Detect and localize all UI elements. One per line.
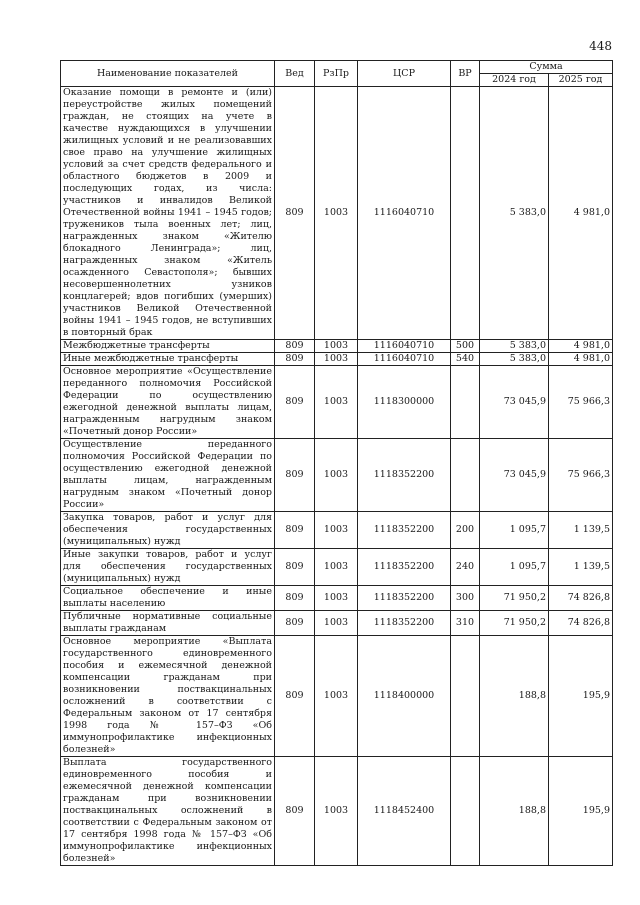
cell-rzpr: 1003 — [315, 366, 358, 439]
cell-2025: 75 966,3 — [549, 439, 613, 512]
cell-2025: 4 981,0 — [549, 87, 613, 340]
cell-csr: 1116040710 — [358, 353, 451, 366]
table-row — [61, 439, 613, 512]
cell-ved: 809 — [275, 340, 315, 353]
cell-rzpr: 1003 — [315, 611, 358, 636]
cell-rzpr: 1003 — [315, 512, 358, 549]
cell-name: Осуществление переданного полномочия Российской Федерации по осуществлению ежегодной денежной выплаты лицам, награжденным нагрудным знаком «Почетный донор России» — [61, 439, 275, 512]
cell-vr: 240 — [451, 549, 480, 586]
cell-vr — [451, 87, 480, 340]
cell-2024: 73 045,9 — [480, 366, 549, 439]
cell-rzpr: 1003 — [315, 757, 358, 866]
cell-ved: 809 — [275, 512, 315, 549]
cell-2024: 5 383,0 — [480, 340, 549, 353]
cell-2024: 188,8 — [480, 757, 549, 866]
table-row — [61, 757, 613, 866]
table-row — [61, 512, 613, 549]
cell-2024: 71 950,2 — [480, 586, 549, 611]
cell-2024: 5 383,0 — [480, 353, 549, 366]
cell-2025: 195,9 — [549, 757, 613, 866]
cell-vr: 200 — [451, 512, 480, 549]
cell-2024: 1 095,7 — [480, 549, 549, 586]
cell-csr: 1118300000 — [358, 366, 451, 439]
header-ved: Вед — [275, 61, 315, 87]
header-rzpr: РзПр — [315, 61, 358, 87]
cell-rzpr: 1003 — [315, 87, 358, 340]
cell-name: Иные закупки товаров, работ и услуг для обеспечения государственных (муниципальных) нужд — [61, 549, 275, 586]
cell-2025: 1 139,5 — [549, 549, 613, 586]
cell-rzpr: 1003 — [315, 549, 358, 586]
cell-vr — [451, 757, 480, 866]
cell-rzpr: 1003 — [315, 636, 358, 757]
cell-ved: 809 — [275, 549, 315, 586]
cell-csr: 1116040710 — [358, 87, 451, 340]
cell-csr: 1118352200 — [358, 512, 451, 549]
cell-csr: 1118352200 — [358, 611, 451, 636]
cell-vr — [451, 636, 480, 757]
cell-vr: 300 — [451, 586, 480, 611]
table-row — [61, 549, 613, 586]
budget-table — [60, 60, 613, 866]
table-row — [61, 366, 613, 439]
cell-2024: 188,8 — [480, 636, 549, 757]
cell-csr: 1118352200 — [358, 439, 451, 512]
cell-2024: 1 095,7 — [480, 512, 549, 549]
header-2025: 2025 год — [549, 74, 613, 87]
table-header — [61, 61, 613, 87]
header-2024: 2024 год — [480, 74, 549, 87]
cell-2024: 5 383,0 — [480, 87, 549, 340]
cell-2025: 75 966,3 — [549, 366, 613, 439]
cell-vr — [451, 366, 480, 439]
cell-name: Публичные нормативные социальные выплаты гражданам — [61, 611, 275, 636]
cell-ved: 809 — [275, 757, 315, 866]
cell-name: Иные межбюджетные трансферты — [61, 353, 275, 366]
header-vr: ВР — [451, 61, 480, 87]
cell-ved: 809 — [275, 439, 315, 512]
page-number: 448 — [589, 39, 612, 53]
cell-rzpr: 1003 — [315, 439, 358, 512]
cell-ved: 809 — [275, 586, 315, 611]
cell-ved: 809 — [275, 87, 315, 340]
cell-rzpr: 1003 — [315, 353, 358, 366]
cell-2024: 71 950,2 — [480, 611, 549, 636]
cell-rzpr: 1003 — [315, 340, 358, 353]
cell-csr: 1118400000 — [358, 636, 451, 757]
header-sum: Сумма — [480, 61, 613, 74]
cell-2025: 74 826,8 — [549, 611, 613, 636]
table-row — [61, 611, 613, 636]
cell-rzpr: 1003 — [315, 586, 358, 611]
table-row — [61, 87, 613, 340]
cell-name: Межбюджетные трансферты — [61, 340, 275, 353]
table-body — [61, 87, 613, 866]
cell-csr: 1118352200 — [358, 586, 451, 611]
cell-ved: 809 — [275, 636, 315, 757]
cell-ved: 809 — [275, 366, 315, 439]
table-row — [61, 636, 613, 757]
table-row — [61, 340, 613, 353]
cell-csr: 1118452400 — [358, 757, 451, 866]
table-row — [61, 586, 613, 611]
cell-2025: 74 826,8 — [549, 586, 613, 611]
cell-ved: 809 — [275, 353, 315, 366]
cell-csr: 1118352200 — [358, 549, 451, 586]
cell-vr: 310 — [451, 611, 480, 636]
cell-vr — [451, 439, 480, 512]
cell-vr: 540 — [451, 353, 480, 366]
cell-2025: 1 139,5 — [549, 512, 613, 549]
cell-2025: 4 981,0 — [549, 353, 613, 366]
cell-name: Оказание помощи в ремонте и (или) переустройстве жилых помещений граждан, не стоящих на учете в качестве нуждающихся в улучшении жилищных условий и не реализовавших свое право на улучшение жилищных условий за счет средств федерального и областного бюджетов в 2009 и последующих годах, из числа: участников и инвалидов Великой Отечественной войны 1941 – 1945 годов; тружеников тыла военных лет; лиц, награжденных знаком «Жителю блокадного Ленинграда»; лиц, награжденных знаком «Житель осажденного Севастополя»; бывших несовершеннолетних узников концлагерей; вдов погибших (умерших) участников Великой Отечественной войны 1941 – 1945 годов, не вступивших в повторный брак — [61, 87, 275, 340]
header-name: Наименование показателей — [61, 61, 275, 87]
cell-2025: 195,9 — [549, 636, 613, 757]
cell-name: Основное мероприятие «Осуществление переданного полномочия Российской Федерации по осуществлению ежегодной денежной выплаты лицам, награжденным нагрудным знаком «Почетный донор России» — [61, 366, 275, 439]
cell-name: Выплата государственного единовременного пособия и ежемесячной денежной компенсации гражданам при возникновении поствакцинальных осложнений в соответствии с Федеральным законом от 17 сентября 1998 года № 157–ФЗ «Об иммунопрофилактике инфекционных болезней» — [61, 757, 275, 866]
cell-name: Закупка товаров, работ и услуг для обеспечения государственных (муниципальных) нужд — [61, 512, 275, 549]
cell-2025: 4 981,0 — [549, 340, 613, 353]
cell-ved: 809 — [275, 611, 315, 636]
cell-csr: 1116040710 — [358, 340, 451, 353]
header-csr: ЦСР — [358, 61, 451, 87]
cell-vr: 500 — [451, 340, 480, 353]
cell-name: Социальное обеспечение и иные выплаты населению — [61, 586, 275, 611]
table-row — [61, 353, 613, 366]
cell-name: Основное мероприятие «Выплата государственного единовременного пособия и ежемесячной денежной компенсации гражданам при возникновении поствакцинальных осложнений в соответствии с Федеральным законом от 17 сентября 1998 года № 157–ФЗ «Об иммунопрофилактике инфекционных болезней» — [61, 636, 275, 757]
cell-2024: 73 045,9 — [480, 439, 549, 512]
